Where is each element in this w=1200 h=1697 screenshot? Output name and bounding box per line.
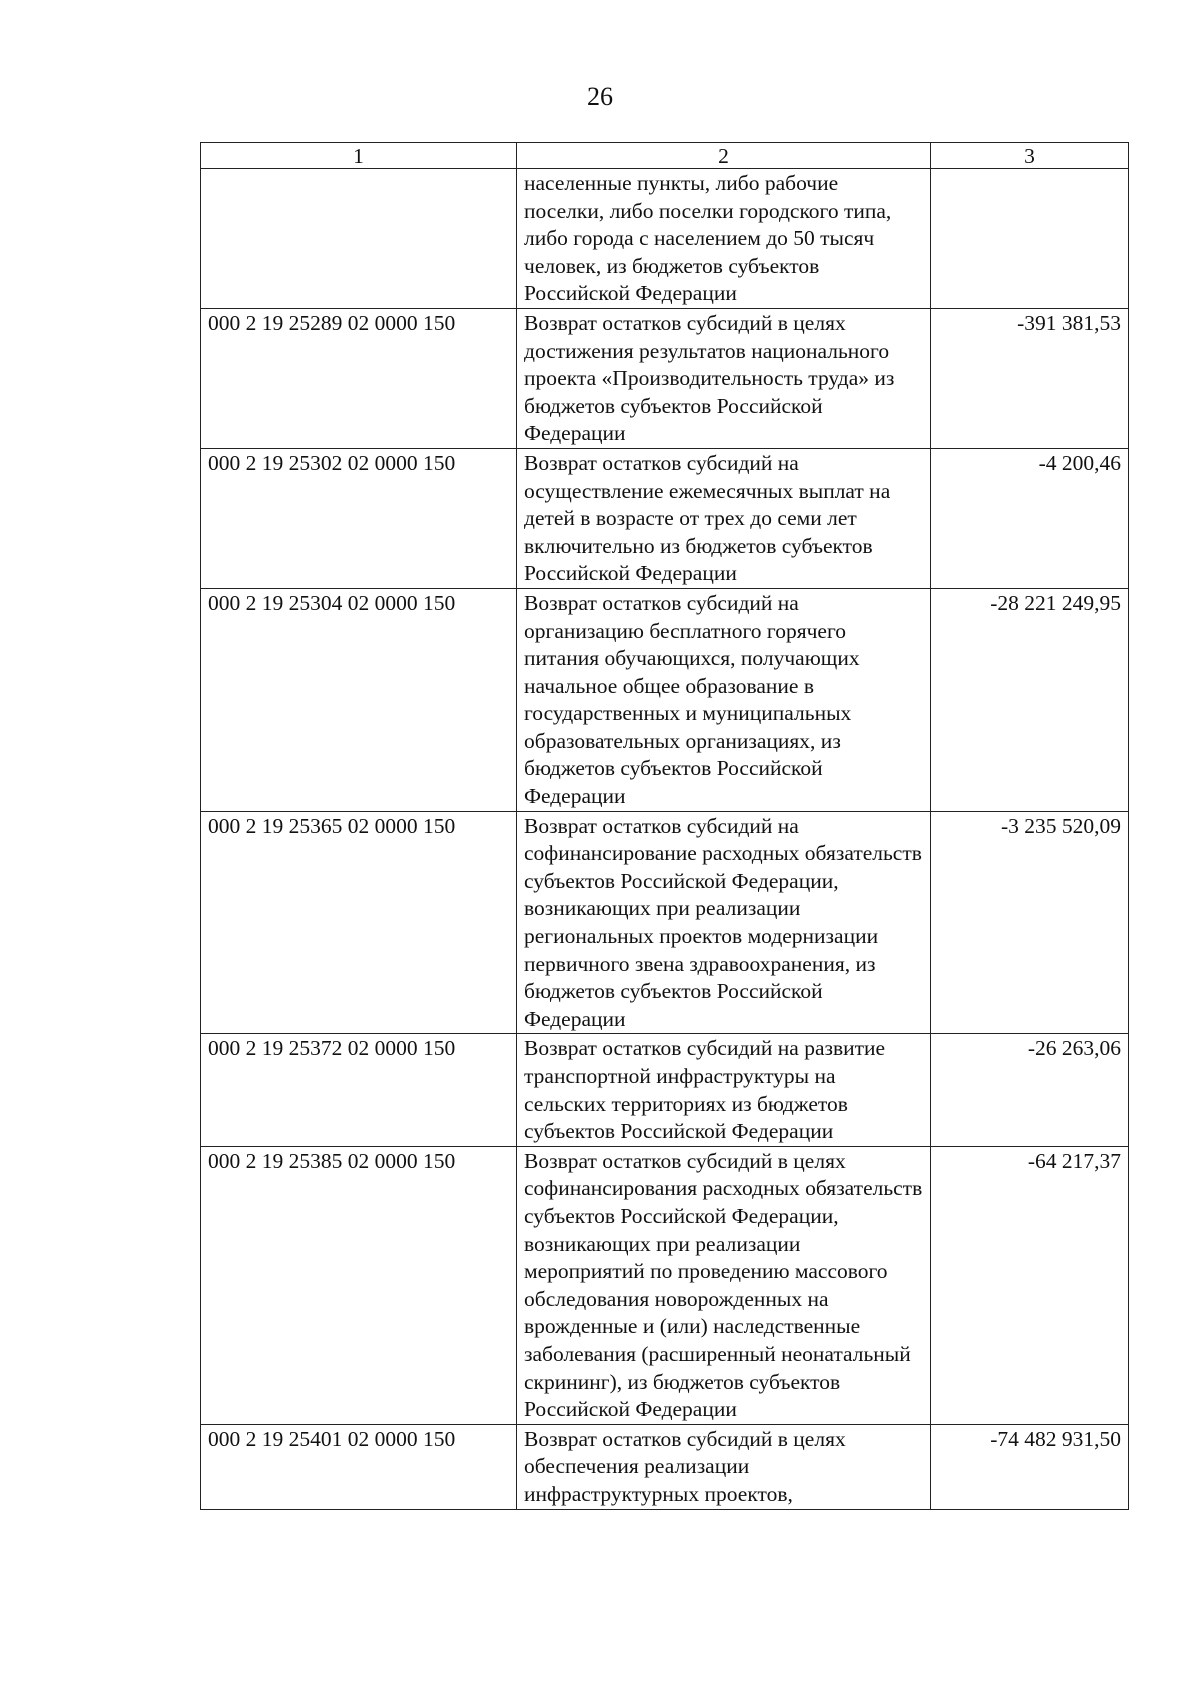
amount-cell: -3 235 520,09 <box>931 811 1129 1034</box>
budget-code-cell: 000 2 19 25401 02 0000 150 <box>201 1424 517 1509</box>
budget-code-cell: 000 2 19 25289 02 0000 150 <box>201 308 517 448</box>
table-body <box>201 169 1129 1510</box>
header-row <box>201 143 1129 169</box>
description-cell: Возврат остатков субсидий в целях софинансирования расходных обязательств субъектов Российской Федерации, возникающих при реализации мероприятий по проведению массового обследования новорожденных на врожденные и (или) наследственные заболевания (расширенный неонатальный скрининг), из бюджетов субъектов Российской Федерации <box>517 1146 931 1424</box>
budget-code-cell: 000 2 19 25372 02 0000 150 <box>201 1034 517 1146</box>
description-cell: Возврат остатков субсидий в целях обеспечения реализации инфраструктурных проектов, <box>517 1424 931 1509</box>
amount-cell: -4 200,46 <box>931 448 1129 588</box>
budget-code-cell: 000 2 19 25385 02 0000 150 <box>201 1146 517 1424</box>
budget-code-cell: 000 2 19 25365 02 0000 150 <box>201 811 517 1034</box>
description-cell: Возврат остатков субсидий на организацию бесплатного горячего питания обучающихся, получающих начальное общее образование в государственных и муниципальных образовательных организациях, из бюджетов субъектов Российской Федерации <box>517 588 931 811</box>
table-row <box>201 1034 1129 1146</box>
description-cell: Возврат остатков субсидий на софинансирование расходных обязательств субъектов Российской Федерации, возникающих при реализации региональных проектов модернизации первичного звена здравоохранения, из бюджетов субъектов Российской Федерации <box>517 811 931 1034</box>
amount-cell: -391 381,53 <box>931 308 1129 448</box>
budget-codes-table <box>200 142 1129 1510</box>
table-row <box>201 1424 1129 1509</box>
page-number: 26 <box>587 82 613 111</box>
description-cell: Возврат остатков субсидий на развитие транспортной инфраструктуры на сельских территориях из бюджетов субъектов Российской Федерации <box>517 1034 931 1146</box>
table-row <box>201 169 1129 309</box>
column-header-1: 1 <box>201 143 517 169</box>
column-header-3: 3 <box>931 143 1129 169</box>
amount-cell: -26 263,06 <box>931 1034 1129 1146</box>
amount-cell <box>931 169 1129 309</box>
amount-cell: -64 217,37 <box>931 1146 1129 1424</box>
amount-cell: -74 482 931,50 <box>931 1424 1129 1509</box>
description-cell: Возврат остатков субсидий в целях достижения результатов национального проекта «Производительность труда» из бюджетов субъектов Российской Федерации <box>517 308 931 448</box>
amount-cell: -28 221 249,95 <box>931 588 1129 811</box>
column-header-2: 2 <box>517 143 931 169</box>
table-row <box>201 308 1129 448</box>
table-header <box>201 143 1129 169</box>
table-row <box>201 811 1129 1034</box>
description-cell: населенные пункты, либо рабочие поселки, либо поселки городского типа, либо города с населением до 50 тысяч человек, из бюджетов субъектов Российской Федерации <box>517 169 931 309</box>
description-cell: Возврат остатков субсидий на осуществление ежемесячных выплат на детей в возрасте от трех до семи лет включительно из бюджетов субъектов Российской Федерации <box>517 448 931 588</box>
budget-code-cell <box>201 169 517 309</box>
budget-code-cell: 000 2 19 25304 02 0000 150 <box>201 588 517 811</box>
table-row <box>201 448 1129 588</box>
table-row <box>201 1146 1129 1424</box>
budget-code-cell: 000 2 19 25302 02 0000 150 <box>201 448 517 588</box>
table-row <box>201 588 1129 811</box>
